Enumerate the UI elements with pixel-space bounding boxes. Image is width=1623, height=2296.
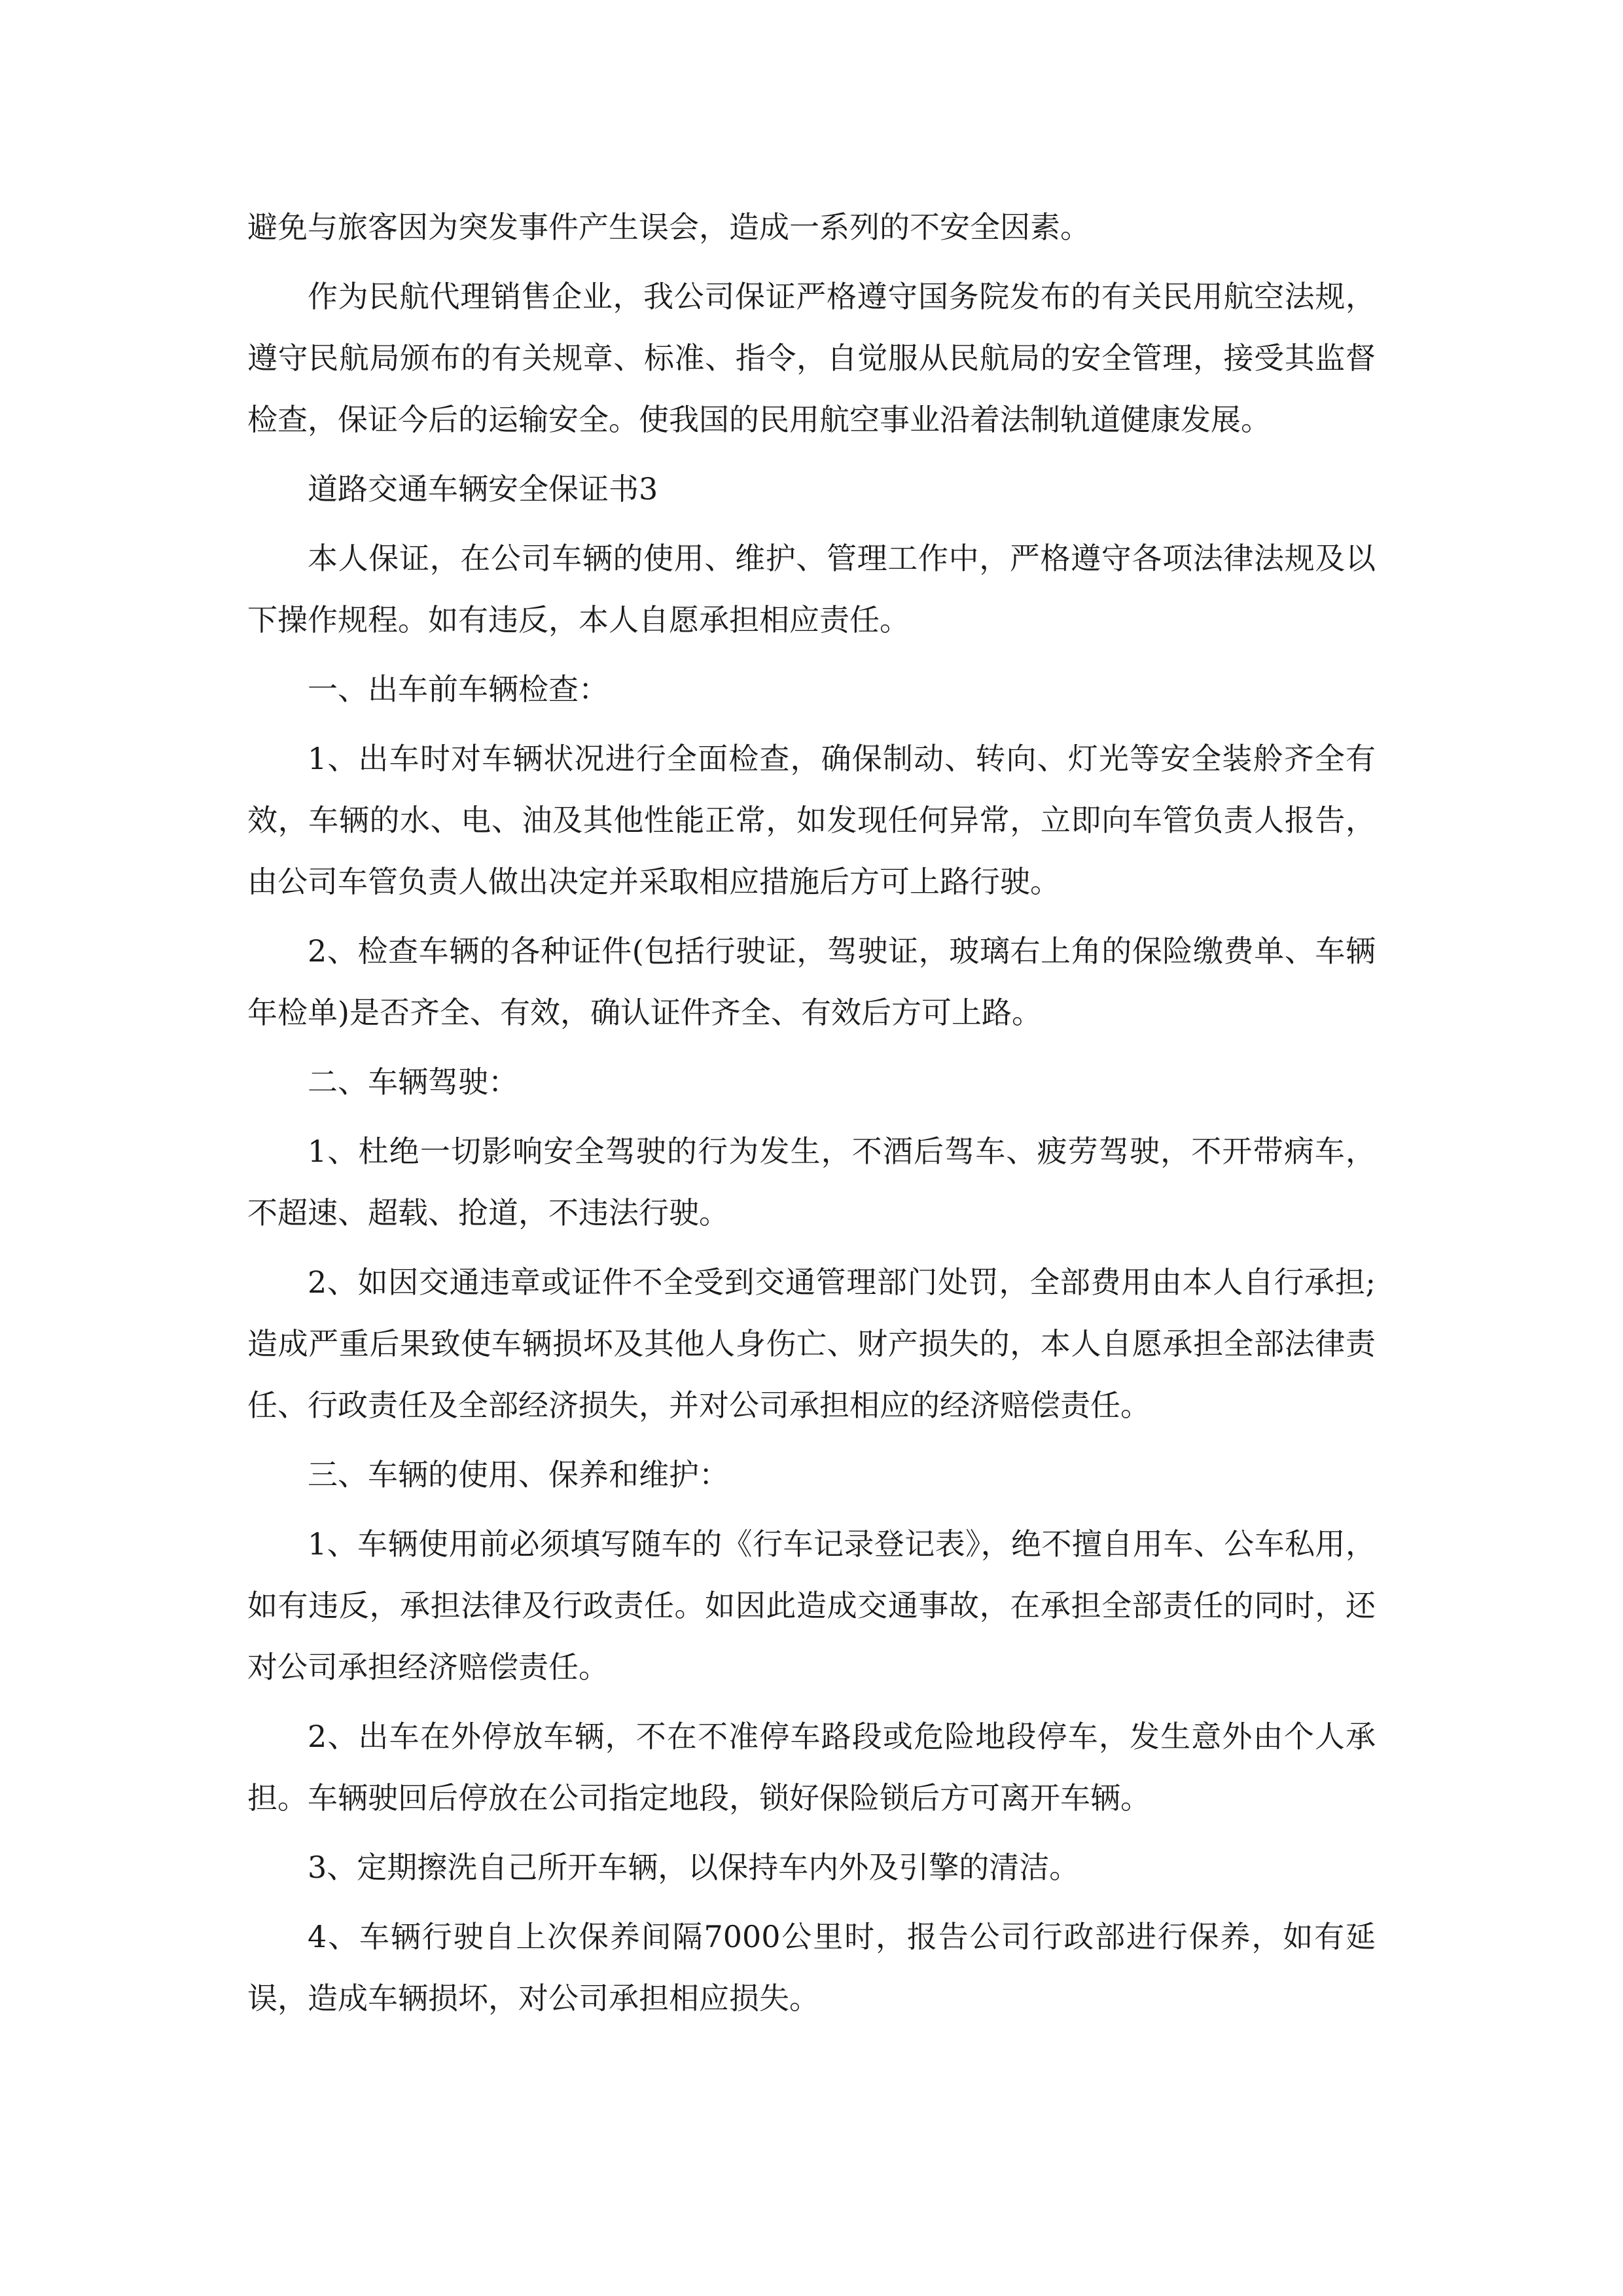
list-item: 2、出车在外停放车辆，不在不准停车路段或危险地段停车，发生意外由个人承担。车辆驶回后停放在公司指定地段，锁好保险锁后方可离开车辆。 — [247, 1719, 1376, 1816]
paragraph-continuation: 避免与旅客因为突发事件产生误会，造成一系列的不安全因素。 — [247, 209, 1090, 245]
paragraph-commitment: 作为民航代理销售企业，我公司保证严格遵守国务院发布的有关民用航空法规，遵守民航局颁布的有关规章、标准、指令，自觉服从民航局的安全管理，接受其监督检查，保证今后的运输安全。使我国的民用航空事业沿着法制轨道健康发展。 — [247, 279, 1376, 437]
heading-pre-departure-check: 一、出车前车辆检查： — [308, 672, 609, 707]
document-body — [247, 196, 1376, 2037]
list-item: 3、定期擦洗自己所开车辆，以保持车内外及引擎的清洁。 — [308, 1850, 1080, 1885]
list-item: 4、车辆行驶自上次保养间隔7000公里时，报告公司行政部进行保养，如有延误，造成车辆损坏，对公司承担相应损失。 — [247, 1919, 1376, 2016]
heading-vehicle-driving: 二、车辆驾驶： — [308, 1064, 518, 1100]
heading-vehicle-use-maintenance: 三、车辆的使用、保养和维护： — [308, 1457, 729, 1492]
list-item: 2、检查车辆的各种证件(包括行驶证，驾驶证，玻璃右上角的保险缴费单、车辆年检单)是否齐全、有效，确认证件齐全、有效后方可上路。 — [247, 933, 1376, 1030]
list-item: 1、车辆使用前必须填写随车的《行车记录登记表》，绝不擅自用车、公车私用，如有违反，承担法律及行政责任。如因此造成交通事故，在承担全部责任的同时，还对公司承担经济赔偿责任。 — [247, 1526, 1376, 1685]
list-item: 2、如因交通违章或证件不全受到交通管理部门处罚，全部费用由本人自行承担;造成严重后果致使车辆损坏及其他人身伤亡、财产损失的，本人自愿承担全部法律责任、行政责任及全部经济损失，并对公司承担相应的经济赔偿责任。 — [247, 1265, 1376, 1423]
section-title: 道路交通车辆安全保证书3 — [308, 471, 658, 507]
list-item: 1、出车时对车辆状况进行全面检查，确保制动、转向、灯光等安全装舲齐全有效，车辆的水、电、油及其他性能正常，如发现任何异常，立即向车管负责人报告，由公司车管负责人做出决定并采取相应措施后方可上路行驶。 — [247, 741, 1376, 899]
list-item: 1、杜绝一切影响安全驾驶的行为发生，不酒后驾车、疲劳驾驶，不开带病车，不超速、超载、抢道，不违法行驶。 — [247, 1134, 1376, 1230]
paragraph-pledge: 本人保证，在公司车辆的使用、维护、管理工作中，严格遵守各项法律法规及以下操作规程。如有违反，本人自愿承担相应责任。 — [247, 541, 1376, 637]
